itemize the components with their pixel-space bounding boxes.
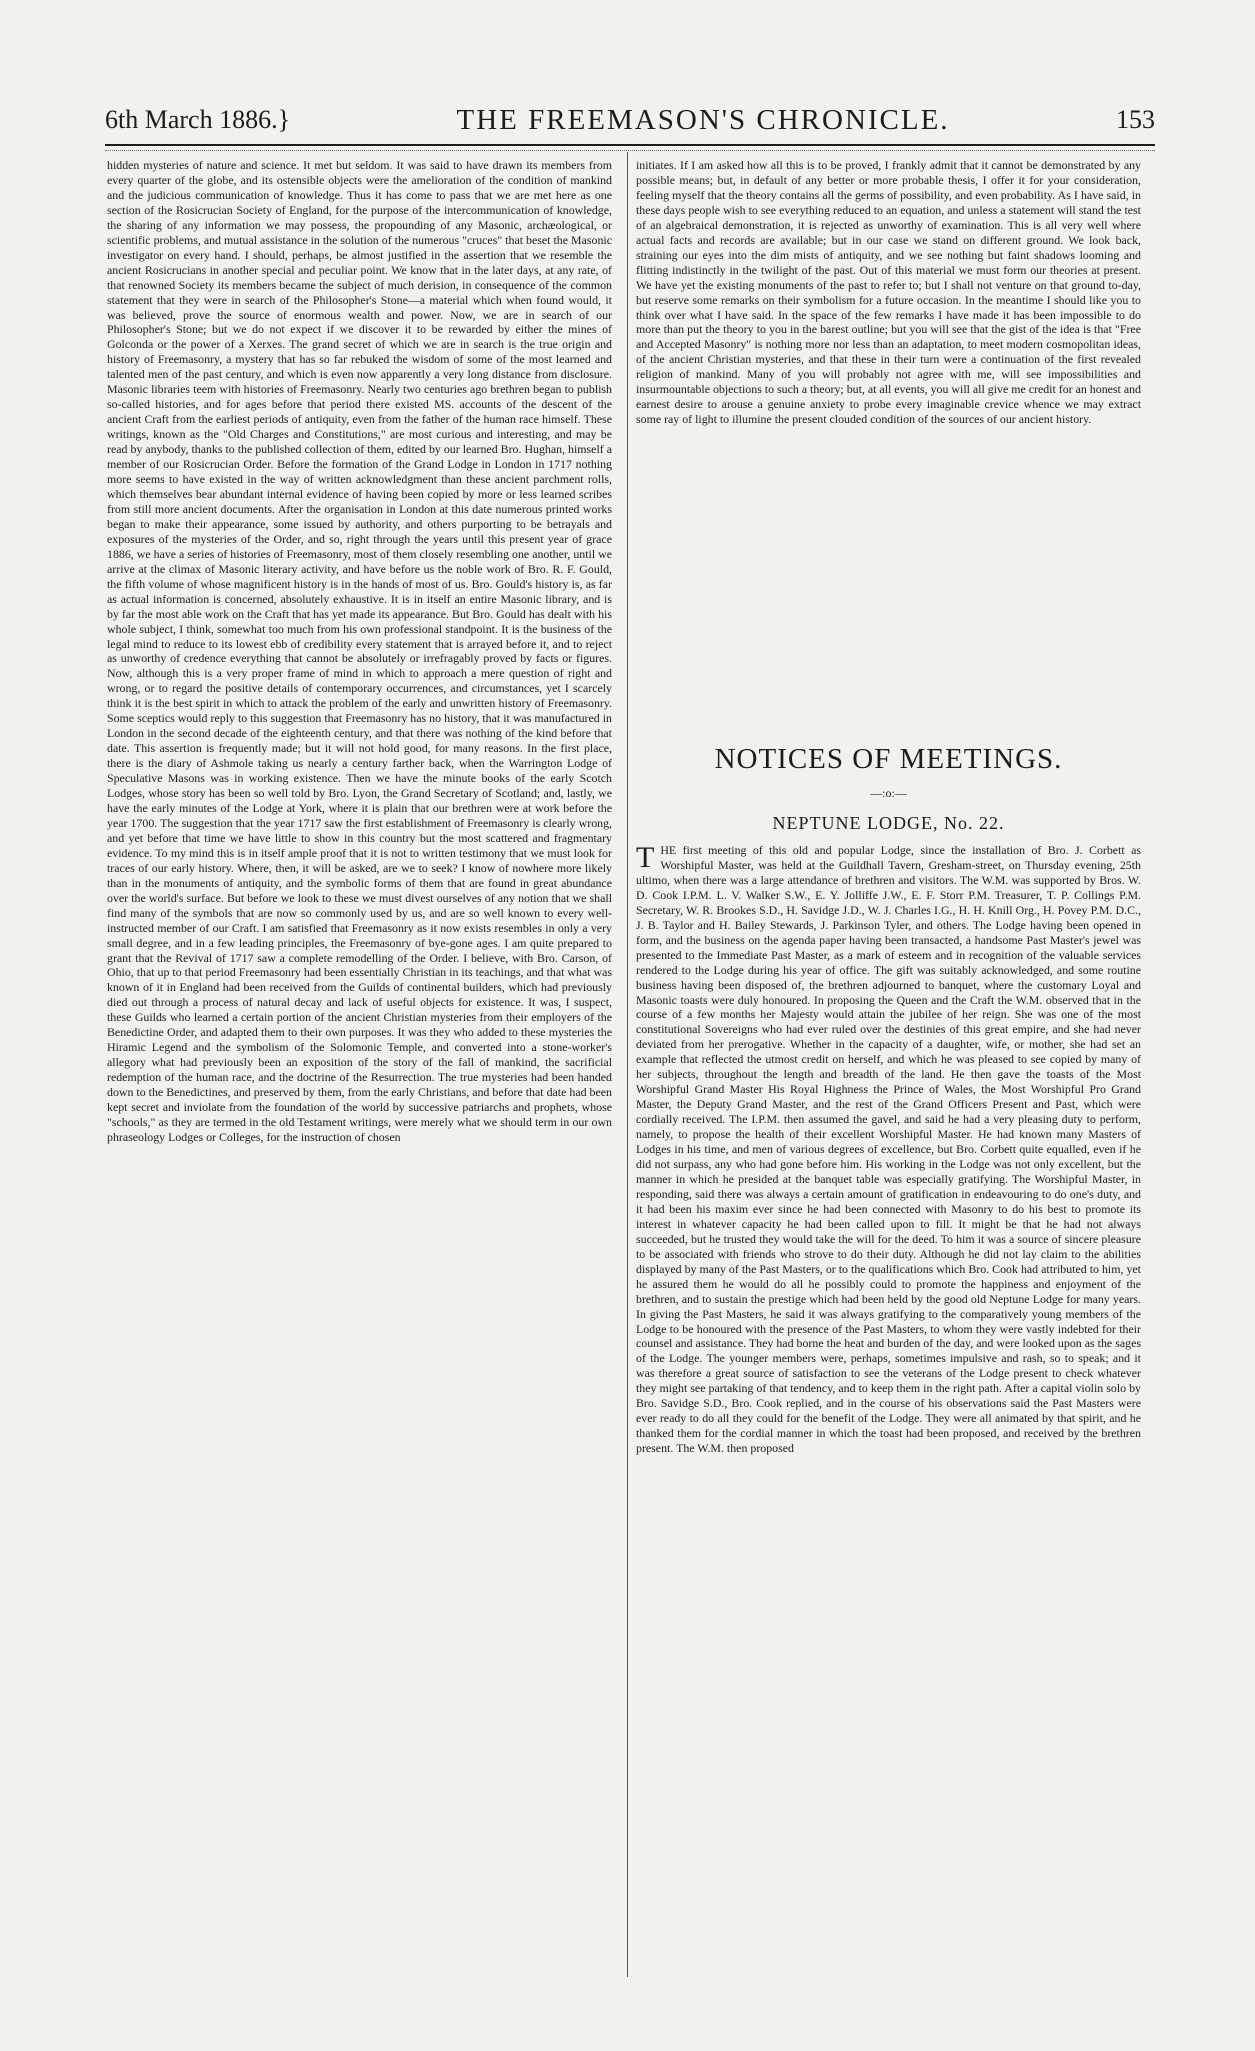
section-title: NOTICES OF MEETINGS. [714,743,1063,775]
drop-cap: T [636,843,655,874]
lodge-heading: NEPTUNE LODGE, No. 22. [772,813,1005,833]
page-number: 153 [1116,105,1155,134]
ornament-divider: —:o:— [870,786,907,800]
article-right-column [636,158,1141,678]
page-header [105,96,1155,146]
article-left-column [107,158,612,1973]
notices-heading-block [636,742,1141,834]
report-paragraph [636,843,1141,1456]
report-text: HE first meeting of this old and popular Lodge, since the installation of Bro. J. Corbett as Worshipful Master, was held at the Guildhall Tavern, Gresham-street, on Thursday evening, 25th ultimo, when there was a large attendance of brethren and visitors. The W.M. was supported by Bros. W. D. Cook I.P.M. L. V. Walker S.W., E. Y. Jolliffe J.W., E. F. Storr P.M. Treasurer, T. P. Collings P.M. Secretary, W. R. Brookes S.D., H. Savidge J.D., W. J. Charles I.G., H. H. Knill Org., H. Povey P.M. D.C., J. B. Taylor and H. Bailey Stewards, J. Parkinson Tyler, and others. The Lodge having been opened in form, and the business on the agenda paper having been transacted, a handsome Past Master's jewel was presented to the Immediate Past Master, as a mark of esteem and in recognition of the valuable services rendered to the Lodge during his year of office. The gift was suitably acknowledged, and some routine business having been disposed of, the brethren adjourned to banquet, where the customary Loyal and Masonic toasts were duly honoured. In proposing the Queen and the Craft the W.M. observed that in the course of a few months her Majesty would attain the jubilee of her reign. She was one of the most constitutional Sovereigns who had ever ruled over the destinies of this great empire, and she had never deviated from her prerogative. Whether in the capacity of a daughter, wife, or mother, she had set an example that reflected the utmost credit on herself, and which he was pleased to see copied by many of her subjects, throughout the length and breadth of the land. He then gave the toasts of the Most Worshipful Grand Master His Royal Highness the Prince of Wales, the Most Worshipful Pro Grand Master, the Deputy Grand Master, and the rest of the Grand Officers Present and Past, which were cordially received. The I.P.M. then assumed the gavel, and said he had a very pleasing duty to perform, namely, to propose the health of their excellent Worshipful Master. He had known many Masters of Lodges in his time, and men of various degrees of excellence, but Bro. Corbett quite equalled, even if he did not surpass, any who had gone before him. His working in the Lodge was not only excellent, but the manner in which he presided at the banquet table was especially gratifying. The Worshipful Master, in responding, said there was always a certain amount of gratification in endeavouring to do one's duty, and it had been his maxim ever since he had been connected with Masonry to do his best to promote its interest in whatever capacity he had been called upon to fill. It might be that he had not always succeeded, but he trusted they would take the will for the deed. To him it was a source of sincere pleasure to be associated with friends who strove to do their duty. Although he did not lay claim to the abilities displayed by many of the Past Masters, or to the qualifications which Bro. Cook had attributed to him, yet he assured them he would do all he possibly could to promote the happiness and enjoyment of the brethren, and to sustain the prestige which had been held by the good old Neptune Lodge for many years. In giving the Past Masters, he said it was always gratifying to the comparatively young members of the Lodge to be honoured with the presence of the Past Masters, to whom they were vastly indebted for their counsel and assistance. They had borne the heat and burden of the day, and were looked upon as the sages of the Lodge. The younger members were, perhaps, sometimes impulsive and rash, so to speak; and it was therefore a great source of satisfaction to see the veterans of the Lodge present to check whatever they might see partaking of that tendency, and to keep them in the right path. After a capital violin solo by Bro. Savidge S.D., Bro. Cook replied, and in the course of his observations said the Past Masters were ever ready to do all they could for the benefit of the Lodge. They were all animated by that spirit, and he thanked them for the cordial manner in which the toast had been proposed, and received by the brethren present. The W.M. then proposed [636,843,1141,1456]
article-body-right: initiates. If I am asked how all this is to be proved, I frankly admit that it cannot be demonstrated by any possible means; but, in default of any better or more probable thesis, I offer it for your consideration, feeling myself that the theory contains all the germs of possibility, and even probability. As I have said, in these days people wish to see everything reduced to an equation, and unless a statement will stand the test of an algebraical demonstration, it is rejected as unworthy of examination. This is all very well where actual facts and records are available; but in our case we stand on different ground. We look back, straining our eyes into the dim mists of antiquity, and we see nothing but faint shadows looming and flitting indistinctly in the twilight of the past. Out of this material we must form our theories at present. We have yet the existing monuments of the past to refer to; but I shall not venture on that ground to-day, but reserve some remarks on their symbolism for a future occasion. In the meantime I should like you to think over what I have said. In the space of the few remarks I have made it has been impossible to do more than put the theory to you in the barest outline; but you will see that the gist of the idea is that "Free and Accepted Masonry" is nothing more nor less than an adaptation, to meet modern cosmopolitan ideas, of the ancient Christian mysteries, and that these in their turn were a continuation of the first revealed religion of mankind. Many of you will probably not agree with me, will see impossibilities and insurmountable objections to such a theory; but, at all events, you will all give me credit for an honest and earnest desire to arouse a genuine anxiety to probe every imaginable crevice whence we may extract some ray of light to illumine the present clouded condition of the sources of our ancient history. [636,158,1141,427]
masthead-title: THE FREEMASON'S CHRONICLE. [456,103,950,136]
article-body-left: hidden mysteries of nature and science. It met but seldom. It was said to have drawn its members from every quarter of the globe, and its ostensible objects were the amelioration of the condition of mankind and the judicious communication of knowledge. Thus it has come to pass that we are met here as one section of the Rosicrucian Society of England, for the purpose of the intercommunication of knowledge, the sharing of any information we may possess, the propounding of any Masonic, archæological, or scientific problems, and mutual assistance in the solution of the numerous "cruces" that beset the Masonic investigator on every hand. I should, perhaps, be almost justified in the assertion that we resemble the ancient Rosicrucians in another special and peculiar point. We know that in the later days, at any rate, of that renowned Society its members became the subject of much derision, in consequence of the common statement that they were in search of the Philosopher's Stone—a material which when found would, it was believed, prove the source of enormous wealth and power. Now, we are in search of our Philosopher's Stone; but we do not expect if we discover it to be rewarded by either the mines of Golconda or the power of a Xerxes. The grand secret of which we are in search is the true origin and history of Freemasonry, a mystery that has so far rebuked the wisdom of some of the most learned and talented men of the past century, and which is even now apparently a very long distance from disclosure. Masonic libraries teem with histories of Freemasonry. Nearly two centuries ago brethren began to publish so-called histories, and for ages before that period there existed MS. accounts of the descent of the ancient Craft from the earliest periods of antiquity, even from the father of the human race himself. These writings, known as the "Old Charges and Constitutions," are most curious and interesting, and may be read by anybody, thanks to the published collection of them, edited by our learned Bro. Hughan, himself a member of our Rosicrucian Order. Before the formation of the Grand Lodge in London in 1717 nothing more seems to have existed in the way of written acknowledgment than these ancient parchment rolls, which themselves bear abundant internal evidence of having been copied by more or less learned scribes from still more ancient documents. After the organisation in London at this date numerous printed works began to make their appearance, some issued by authority, and others purporting to be betrayals and exposures of the mysteries of the Order, and so, right through the years until this present year of grace 1886, we have a series of histories of Freemasonry, most of them closely resembling one another, until we arrive at the climax of Masonic literary activity, and have before us the noble work of Bro. R. F. Gould, the fifth volume of whose magnificent history is in the hands of most of us. Bro. Gould's history is, as far as actual information is concerned, absolutely exhaustive. It is in itself an entire Masonic library, and is by far the most able work on the Craft that has yet made its appearance. But Bro. Gould has dealt with his whole subject, I think, somewhat too much from his own professional standpoint. It is the business of the legal mind to reduce to its lowest ebb of credibility every statement that is arrayed before it, and to reject as unworthy of credence everything that cannot be absolutely or irrefragably proved by facts or figures. Now, although this is a very proper frame of mind in which to approach a mere question of right and wrong, or to regard the positive details of contemporary occurrences, and circumstances, yet I scarcely think it is the best spirit in which to attack the problem of the early and unwritten history of Freemasonry. Some sceptics would reply to this suggestion that Freemasonry has no history, that it was manufactured in London in the second decade of the eighteenth century, and that there was nothing of the kind before that date. This assertion is frequently made; but it will not hold good, for many reasons. In the first place, there is the diary of Ashmole taking us nearly a century farther back, when the Warrington Lodge of Speculative Masons was in working existence. Then we have the minute books of the early Scotch Lodges, whose story has been so well told by Bro. Lyon, the Grand Secretary of Scotland; and, lastly, we have the early minutes of the Lodge at York, where it is plain that our brethren were at work before the year 1700. The suggestion that the year 1717 saw the first establishment of Freemasonry is clearly wrong, and yet before that time we have little to show in this country but the most scattered and fragmentary evidence. To my mind this is in itself ample proof that it is not to written testimony that we must look for traces of our early history. Where, then, it will be asked, are we to seek? I know of nowhere more likely than in the monuments of antiquity, and the symbolic forms of them that are found in great abundance over the world's surface. But before we look to these we must divest ourselves of any notion that we shall find many of the symbols that are now so commonly used by us, and are so well known to every well-instructed member of our Craft. I am satisfied that Freemasonry as it now exists resembles in only a very small degree, and in a few leading principles, the Freemasonry of bye-gone ages. I am quite prepared to grant that the Revival of 1717 saw a complete remodelling of the Order. I believe, with Bro. Carson, of Ohio, that up to that period Freemasonry had been essentially Christian in its teachings, and that what was known of it in England had been received from the Guilds of continental builders, which had previously died out through a process of natural decay and lack of useful objects for existence. It was, I suspect, these Guilds who learned a certain portion of the ancient Christian mysteries from their employers of the Benedictine Order, and adapted them to their own purposes. It was they who added to these mysteries the Hiramic Legend and the symbolism of the Solomonic Temple, and converted into a stone-worker's allegory what had previously been an exposition of the story of the fall of mankind, the sacrificial redemption of the human race, and the doctrine of the Resurrection. The true mysteries had been handed down to the Benedictines, and preserved by them, from the early Christians, and before that date had been kept secret and inviolate from the foundation of the world by successive patriarchs and prophets, whose "schools," as they are termed in the old Testament writings, were merely what we should term in our own phraseology Lodges or Colleges, for the instruction of chosen [107,158,612,1144]
header-rule [105,150,1155,151]
column-divider [627,152,628,1977]
issue-date: 6th March 1886.} [105,105,291,134]
meeting-report [636,843,1141,1973]
